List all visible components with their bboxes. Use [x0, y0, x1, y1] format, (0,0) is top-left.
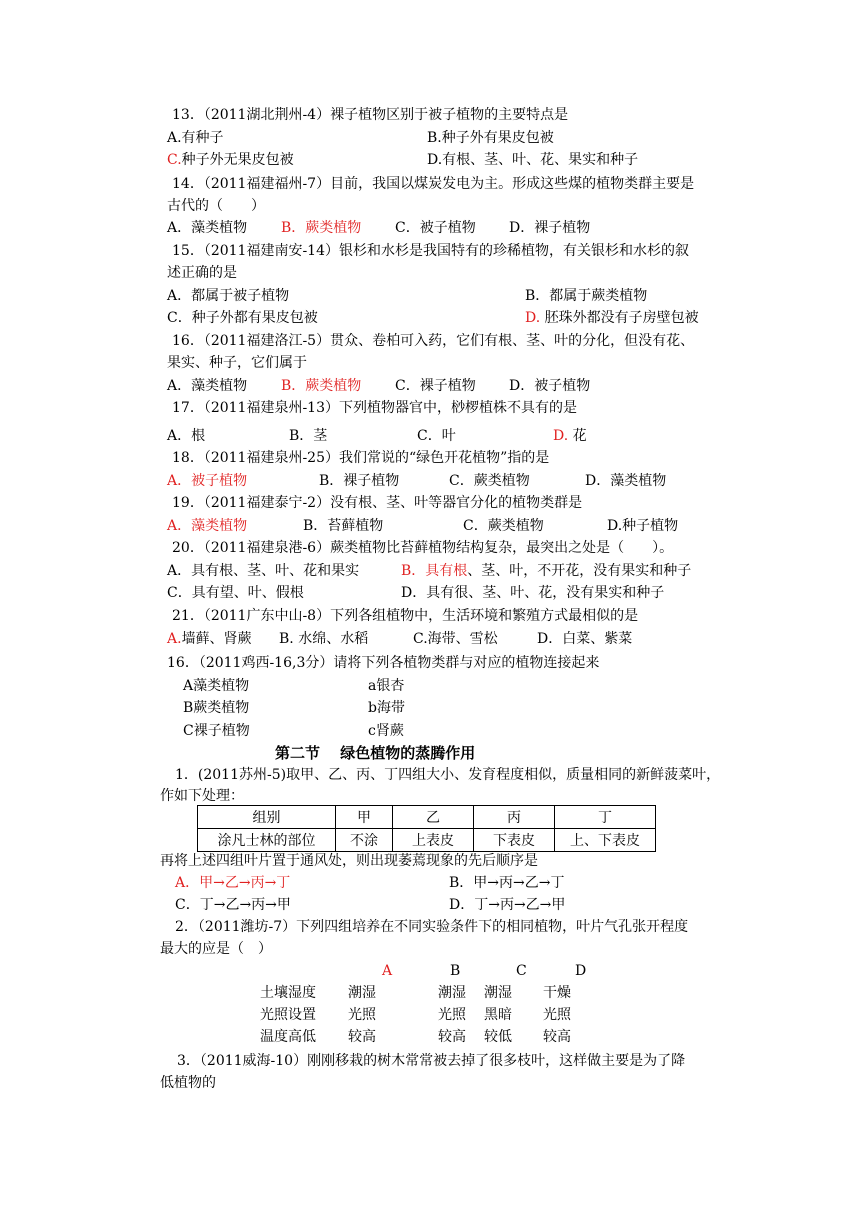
q14-option-b: B．蕨类植物 [281, 220, 362, 236]
q13-option-d: D.有根、茎、叶、花、果实和种子 [427, 152, 639, 168]
s2-cell: 干燥 [543, 985, 571, 1001]
q15-option-a: A．都属于被子植物 [167, 288, 290, 304]
table-cell: 组别 [198, 806, 336, 829]
s2-cell: 潮湿 [484, 985, 512, 1001]
s1-stem-cont: 作如下处理： [160, 788, 244, 804]
q17-option-c: C．叶 [417, 428, 456, 444]
q17-option-d: D. 花 [553, 428, 587, 444]
q16-option-b: B．蕨类植物 [281, 378, 362, 394]
q19-option-b: B．苔藓植物 [303, 518, 384, 534]
q19-option-d: D.种子植物 [607, 518, 679, 534]
q16-stem-cont: 果实、种子，它们属于 [167, 355, 307, 371]
match-left-item: B蕨类植物 [183, 700, 250, 716]
section-title: 第二节 绿色植物的蒸腾作用 [275, 744, 476, 762]
q14-option-a: A．藻类植物 [167, 220, 248, 236]
q15-stem-cont: 述正确的是 [167, 265, 237, 281]
q16-stem: 16．（2011福建洛江-5）贯众、卷柏可入药，它们有根、茎、叶的分化，但没有花、 [172, 333, 695, 349]
s2-cell: 潮湿 [348, 985, 376, 1001]
s2-cell: 较低 [484, 1029, 512, 1045]
q20-option-b: B．具有根、茎、叶，不开花，没有果实和种子 [401, 563, 692, 579]
treatment-table [197, 805, 656, 852]
s2-cell: 潮湿 [438, 985, 466, 1001]
table-cell: 涂凡士林的部位 [198, 829, 336, 852]
answer-mark: D. [525, 310, 541, 326]
q14-option-c: C．被子植物 [395, 220, 476, 236]
table-row [198, 829, 656, 852]
q21-option-d: D．白菜、紫菜 [537, 631, 633, 647]
q15-stem: 15．（2011福建南安-14）银杉和水杉是我国特有的珍稀植物，有关银杉和水杉的叙 [172, 243, 689, 259]
q20-stem: 20．（2011福建泉港-6）蕨类植物比苔藓植物结构复杂，最突出之处是（ ）。 [172, 540, 674, 556]
s1-after: 再将上述四组叶片置于通风处，则出现萎蔫现象的先后顺序是 [160, 853, 538, 869]
match-right-item: a银杏 [368, 678, 405, 694]
table-cell: 丁 [555, 806, 656, 829]
table-cell: 上、下表皮 [555, 829, 656, 852]
q21-option-c: C.海带、雪松 [413, 631, 498, 647]
q17-stem: 17．（2011福建泉州-13）下列植物器官中，桫椤植株不具有的是 [172, 400, 577, 416]
s2-cell: 较高 [438, 1029, 466, 1045]
table-cell: 丙 [474, 806, 555, 829]
q19-option-c: C．蕨类植物 [463, 518, 544, 534]
q13-stem: 13．（2011湖北荆州-4）裸子植物区别于被子植物的主要特点是 [172, 107, 569, 123]
q21-option-b: B. 水绵、水稻 [279, 631, 369, 647]
s2-cell: 光照 [543, 1007, 571, 1023]
q13-option-c: C.种子外无果皮包被 [167, 152, 294, 168]
table-cell: 不涂 [336, 829, 393, 852]
answer-mark: A. [167, 631, 182, 647]
s1-option-a: A．甲→乙→丙→丁 [175, 875, 291, 891]
match-left-item: A藻类植物 [183, 678, 250, 694]
q15-option-d: D. 胚珠外都没有子房壁包被 [525, 310, 699, 326]
q14-option-d: D．裸子植物 [509, 220, 591, 236]
q14-stem-cont: 古代的（ ） [167, 198, 265, 214]
s3-stem: 3．（2011威海-10）刚刚移栽的树木常常被去掉了很多枝叶，这样做主要是为了降 [177, 1053, 686, 1069]
table-cell: 甲 [336, 806, 393, 829]
s3-stem-cont: 低植物的 [160, 1075, 216, 1091]
s2-row-label: 温度高低 [260, 1029, 316, 1045]
q16-option-a: A．藻类植物 [167, 378, 248, 394]
s2-cell: 光照 [438, 1007, 466, 1023]
q15-option-c: C．种子外都有果皮包被 [167, 310, 318, 326]
q17-option-b: B．茎 [289, 428, 328, 444]
s2-col-head: A [382, 963, 393, 979]
q16b-stem: 16．（2011鸡西-16,3分）请将下列各植物类群与对应的植物连接起来 [167, 655, 600, 671]
q15-option-b: B．都属于蕨类植物 [525, 288, 648, 304]
q18-option-a: A．被子植物 [167, 473, 248, 489]
table-cell: 下表皮 [474, 829, 555, 852]
s2-row-label: 光照设置 [260, 1007, 316, 1023]
s2-col-head: D [575, 963, 587, 979]
q18-stem: 18．（2011福建泉州-25）我们常说的“绿色开花植物”指的是 [172, 450, 550, 466]
q20-option-c: C．具有望、叶、假根 [167, 585, 304, 601]
q19-stem: 19．（2011福建泰宁-2）没有根、茎、叶等器官分化的植物类群是 [172, 495, 583, 511]
match-left-item: C裸子植物 [183, 723, 250, 739]
table-cell: 乙 [393, 806, 474, 829]
q13-option-b: B.种子外有果皮包被 [427, 130, 554, 146]
table-row [198, 806, 656, 829]
q18-option-b: B．裸子植物 [319, 473, 400, 489]
q21-stem: 21．（2011广东中山-8）下列各组植物中，生活环境和繁殖方式最相似的是 [172, 608, 639, 624]
answer-mark: C. [167, 152, 182, 168]
s2-cell: 较高 [348, 1029, 376, 1045]
s2-cell: 黑暗 [484, 1007, 512, 1023]
q16-option-d: D．被子植物 [509, 378, 591, 394]
q20-option-d: D．具有很、茎、叶、花，没有果实和种子 [401, 585, 665, 601]
s1-stem: 1．(2011苏州-5)取甲、乙、丙、丁四组大小、发育程度相似，质量相同的新鲜菠菜叶， [175, 767, 721, 783]
s2-stem-cont: 最大的应是（ ） [160, 941, 272, 957]
match-right-item: c肾蕨 [368, 723, 404, 739]
q19-option-a: A．藻类植物 [167, 518, 248, 534]
s1-option-c: C．丁→乙→丙→甲 [175, 897, 291, 913]
q18-option-d: D．藻类植物 [585, 473, 667, 489]
s2-stem: 2．（2011潍坊-7）下列四组培养在不同实验条件下的相同植物，叶片气孔张开程度 [175, 919, 689, 935]
s1-option-b: B．甲→丙→乙→丁 [449, 875, 565, 891]
q16-option-c: C．裸子植物 [395, 378, 476, 394]
q21-option-a: A.墙藓、肾蕨 [167, 631, 252, 647]
q18-option-c: C．蕨类植物 [449, 473, 530, 489]
table-cell: 上表皮 [393, 829, 474, 852]
q14-stem: 14．（2011福建福州-7）目前，我国以煤炭发电为主。形成这些煤的植物类群主要是 [172, 176, 695, 192]
s2-cell: 光照 [348, 1007, 376, 1023]
s2-col-head: C [516, 963, 527, 979]
s1-option-d: D．丁→丙→乙→甲 [449, 897, 566, 913]
match-right-item: b海带 [368, 700, 405, 716]
q17-option-a: A．根 [167, 428, 206, 444]
s2-col-head: B [450, 963, 461, 979]
answer-mark: D. [553, 428, 569, 444]
q13-option-a: A.有种子 [167, 130, 224, 146]
s2-cell: 较高 [543, 1029, 571, 1045]
q20-option-a: A．具有根、茎、叶、花和果实 [167, 563, 360, 579]
answer-mark: B．具有根 [401, 563, 468, 579]
s2-row-label: 土壤湿度 [260, 985, 316, 1001]
